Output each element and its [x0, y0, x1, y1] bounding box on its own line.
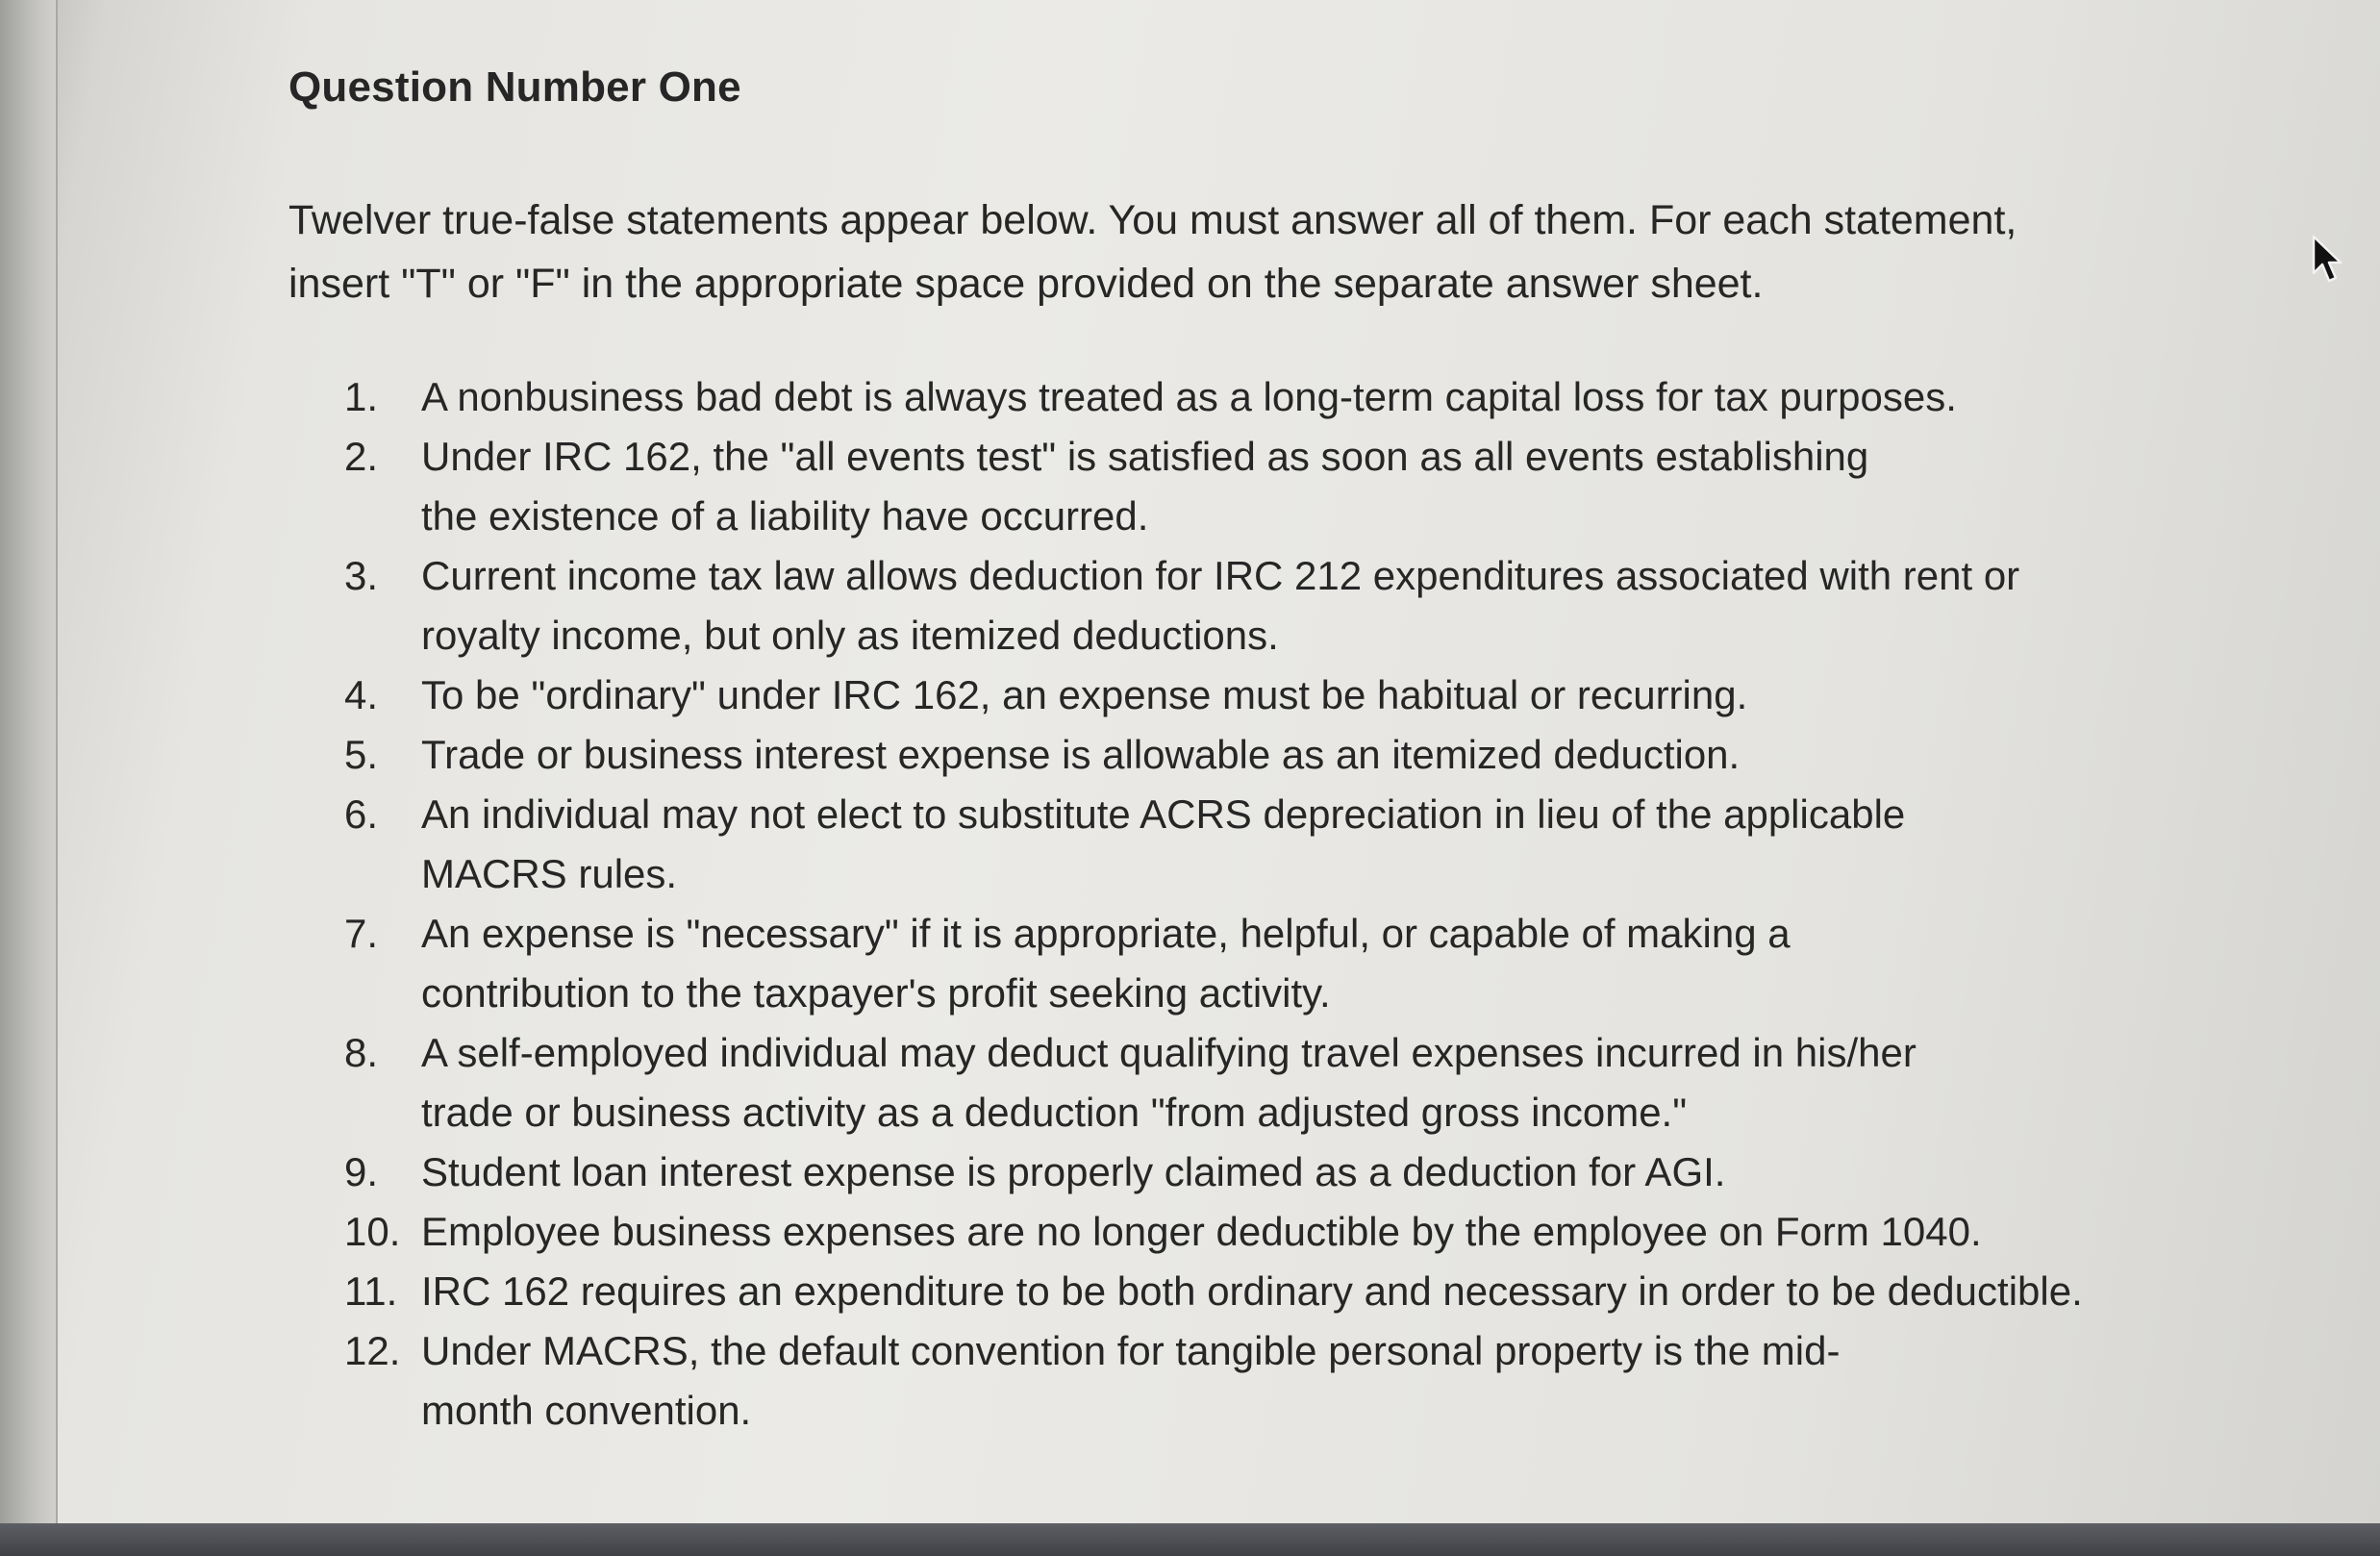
mouse-pointer-icon: [2310, 235, 2344, 285]
statement-number: 2.: [344, 434, 379, 479]
statement-text: Trade or business interest expense is allowable as an itemized deduction.: [421, 732, 1741, 777]
list-item: [288, 785, 2192, 904]
list-item: [288, 1142, 2192, 1202]
list-item: [288, 665, 2192, 725]
list-item: [288, 427, 2192, 546]
instructions-paragraph: Twelver true-false statements appear below. You must answer all of them. For each statement, insert "T" or "F" in the appropriate space provided on the separate answer sheet.: [288, 197, 2017, 307]
statement-text: Current income tax law allows deduction for IRC 212 expenditures associated with rent or royalty income, but only as itemized deductions.: [421, 553, 2020, 658]
statement-list: [288, 367, 2192, 1441]
statement-text: IRC 162 requires an expenditure to be both ordinary and necessary in order to be deductible.: [421, 1268, 2083, 1314]
list-item: [288, 904, 2192, 1023]
statement-text: An expense is "necessary" if it is appropriate, helpful, or capable of making a contribution to the taxpayer's profit seeking activity.: [421, 911, 1791, 1016]
statement-number: 10.: [344, 1209, 401, 1254]
list-item: [288, 725, 2192, 785]
statement-text: Employee business expenses are no longer deductible by the employee on Form 1040.: [421, 1209, 1982, 1254]
statement-number: 12.: [344, 1328, 401, 1373]
list-item: [288, 1023, 2192, 1142]
statement-text: Student loan interest expense is properly claimed as a deduction for AGI.: [421, 1149, 1726, 1194]
statement-number: 7.: [344, 911, 379, 956]
statement-number: 5.: [344, 732, 379, 777]
statement-number: 4.: [344, 672, 379, 717]
statement-number: 3.: [344, 553, 379, 598]
screen-bottom-bar: [0, 1523, 2380, 1556]
statement-text: A nonbusiness bad debt is always treated as a long-term capital loss for tax purposes.: [421, 374, 1957, 419]
list-item: [288, 546, 2192, 665]
statement-text: Under MACRS, the default convention for tangible personal property is the mid-month convention.: [421, 1328, 1841, 1433]
screen-bezel-left: [0, 0, 58, 1556]
list-item: [288, 367, 2192, 427]
document-page: [288, 48, 2192, 1441]
statement-text: Under IRC 162, the "all events test" is satisfied as soon as all events establishing the existence of a liability have occurred.: [421, 434, 1869, 539]
list-item: [288, 1321, 2192, 1441]
list-item: [288, 1262, 2192, 1321]
statement-number: 1.: [344, 374, 379, 419]
statement-number: 6.: [344, 791, 379, 837]
statement-text: To be "ordinary" under IRC 162, an expense must be habitual or recurring.: [421, 672, 1748, 717]
statement-number: 8.: [344, 1030, 379, 1075]
statement-number: 9.: [344, 1149, 379, 1194]
statement-number: 11.: [344, 1268, 398, 1314]
statement-text: A self-employed individual may deduct qualifying travel expenses incurred in his/her trade or business activity as a deduction "from adjusted gross income.": [421, 1030, 1917, 1135]
list-item: [288, 1202, 2192, 1262]
statement-text: An individual may not elect to substitute ACRS depreciation in lieu of the applicable MACRS rules.: [421, 791, 1906, 896]
page-title: Question Number One: [288, 63, 741, 111]
